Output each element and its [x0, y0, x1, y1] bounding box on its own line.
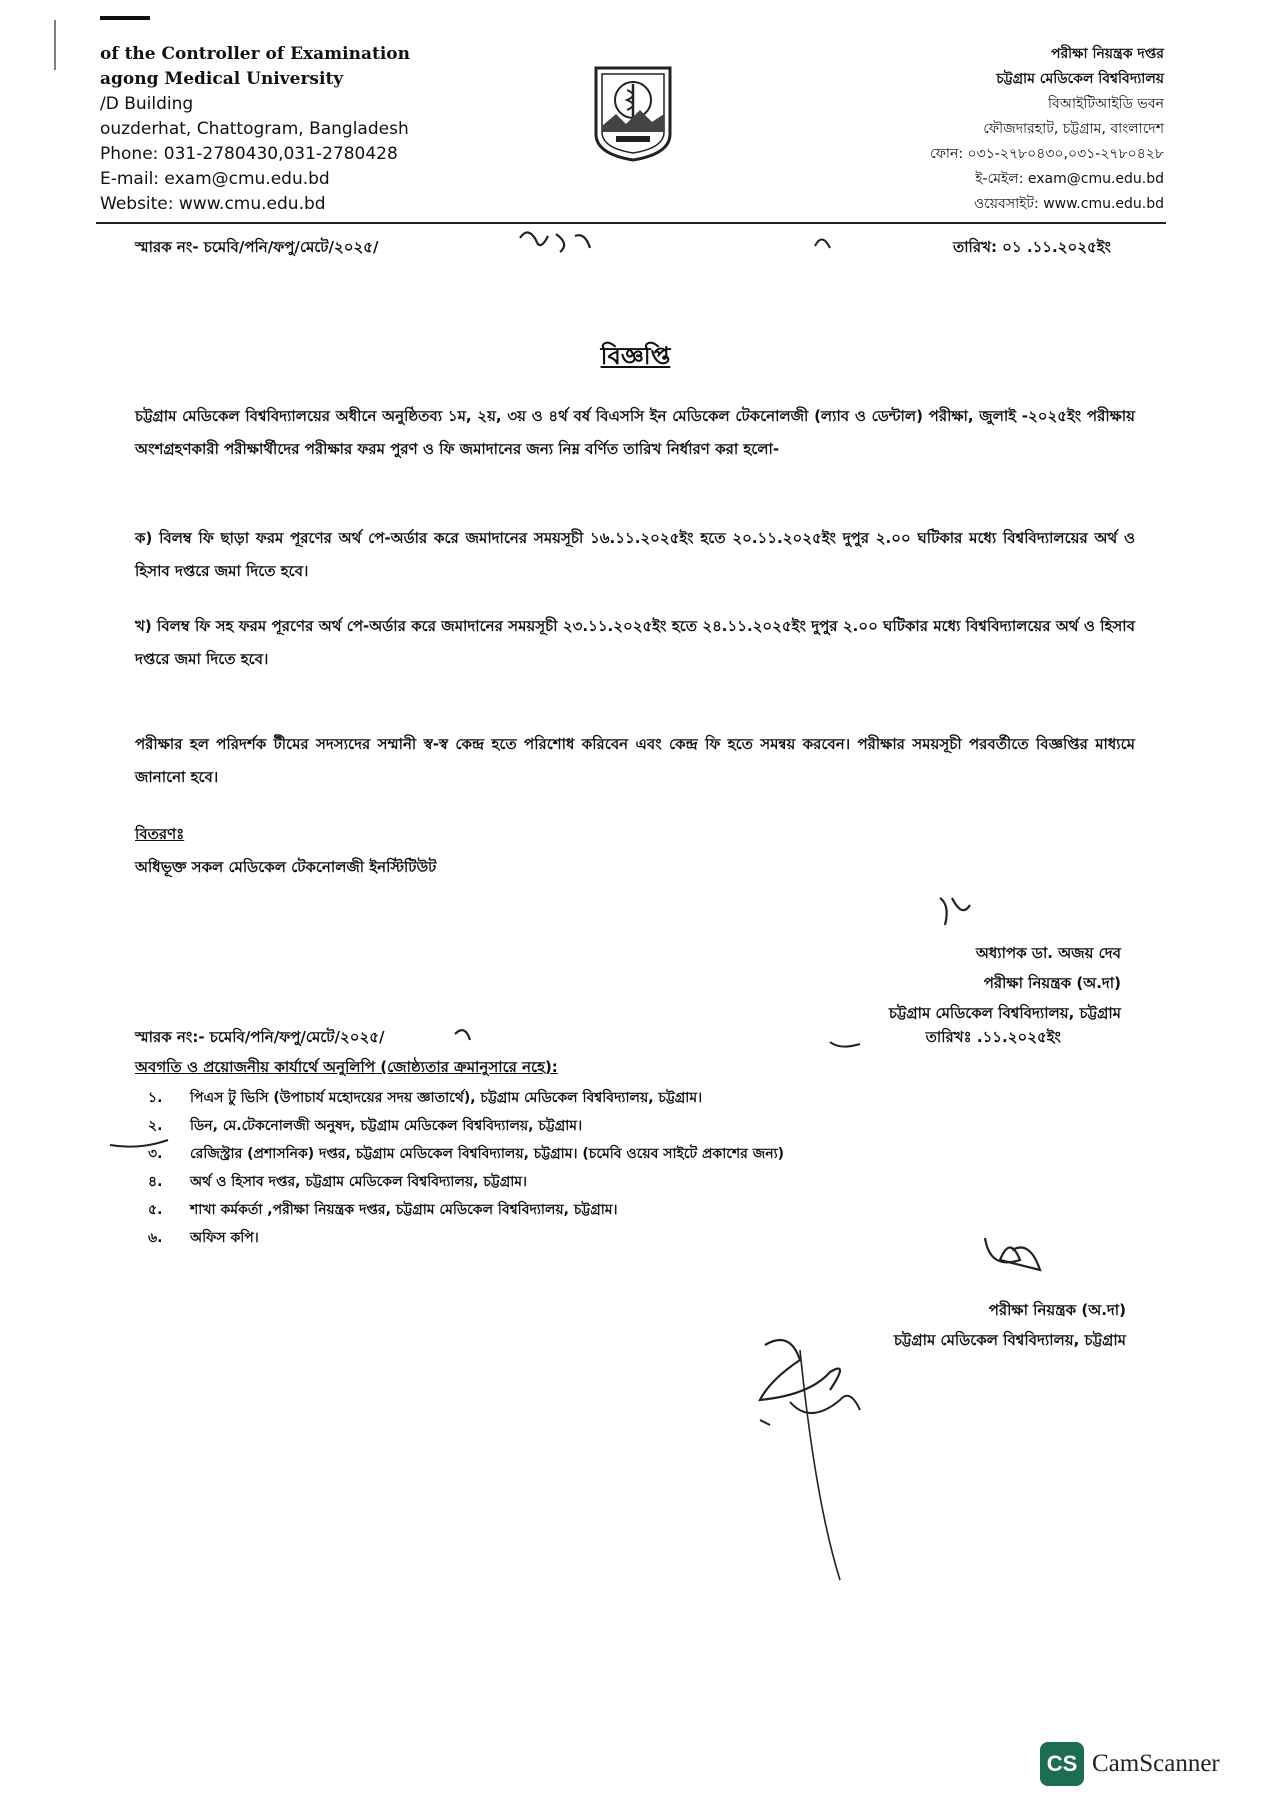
schedule-item-ka: ক) বিলম্ব ফি ছাড়া ফরম পূরণের অর্থ পে-অর্ডার করে জমাদানের সময়সূচী ১৬.১১.২০২৫ইং হতে ২০.১১.২০২৫ইং দুপুর ২.০০ ঘটিকার মধ্যে বিশ্ববিদ্যালয়ের অর্থ ও হিসাব দপ্তরে জমা দিতে হবে। [135, 529, 1135, 580]
email-bn: ই-মেইল: exam@cmu.edu.bd [975, 171, 1164, 187]
header-bangla [930, 42, 1164, 217]
distribution-body: অধিভূক্ত সকল মেডিকেল টেকনোলজী ইনস্টিটিউট [135, 858, 437, 876]
signatory2-org: চট্টগ্রাম মেডিকেল বিশ্ববিদ্যালয়, চট্টগ্রাম [893, 1331, 1126, 1349]
camscanner-watermark [1040, 1742, 1220, 1786]
university-logo [590, 62, 676, 162]
signature-block-2 [894, 1295, 1126, 1355]
address-en: ouzderhat, Chattogram, Bangladesh [100, 119, 409, 139]
camscanner-icon: CS [1040, 1742, 1084, 1786]
website-en: Website: www.cmu.edu.bd [100, 194, 326, 214]
signatory-name: অধ্যাপক ডা. অজয় দেব [975, 944, 1121, 962]
signatory2-title: পরীক্ষা নিয়ন্ত্রক (অ.দা) [988, 1301, 1126, 1319]
university-name-en: agong Medical University [100, 69, 344, 89]
building-bn: বিআইটিআইডি ভবন [1048, 96, 1164, 112]
office-name-bn: পরীক্ষা নিয়ন্ত্রক দপ্তর [1050, 46, 1164, 62]
header-divider [96, 222, 1166, 224]
signature-block-1 [889, 938, 1121, 1028]
camscanner-label: CamScanner [1092, 1750, 1220, 1777]
signatory-org: চট্টগ্রাম মেডিকেল বিশ্ববিদ্যালয়, চট্টগ্রাম [888, 1004, 1121, 1022]
distribution-heading: বিতরণঃ [135, 825, 185, 843]
schedule-item-kha: খ) বিলম্ব ফি সহ ফরম পূরণের অর্থ পে-অর্ডার করে জমাদানের সময়সূচী ২৩.১১.২০২৫ইং হতে ২৪.১১.২০২৫ইং দুপুর ২.০০ ঘটিকার মধ্যে বিশ্ববিদ্যালয়ের অর্থ ও হিসাব দপ্তরে জমা দিতে হবে। [135, 617, 1135, 668]
website-bn: ওয়েবসাইট: www.cmu.edu.bd [973, 196, 1164, 212]
memo-date: তারিখ: ০১ .১১.২০২৫ইং [952, 238, 1111, 256]
signatory-title: পরীক্ষা নিয়ন্ত্রক (অ.দা) [983, 974, 1121, 992]
list-item: ৪. অর্থ ও হিসাব দপ্তর, চট্টগ্রাম মেডিকেল বিশ্ববিদ্যালয়, চট্টগ্রাম। [148, 1174, 528, 1190]
phone-bn: ফোন: ০৩১-২৭৮০৪৩০,০৩১-২৭৮০৪২৮ [930, 146, 1164, 162]
memo-reference: স্মারক নং- চমেবি/পনি/ফপু/মেটে/২০২৫/ [135, 238, 379, 256]
office-name-en: of the Controller of Examination [100, 44, 411, 64]
cc-list [148, 1084, 784, 1252]
cc-heading: অবগতি ও প্রয়োজনীয় কার্যার্থে অনুলিপি (জোষ্ঠ্যতার ক্রমানুসারে নহে): [135, 1058, 558, 1076]
list-item: ৫. শাখা কর্মকর্তা ,পরীক্ষা নিয়ন্ত্রক দপ্তর, চট্টগ্রাম মেডিকেল বিশ্ববিদ্যালয়, চট্টগ্রাম। [148, 1202, 618, 1218]
memo2-date: তারিখঃ .১১.২০২৫ইং [925, 1028, 1061, 1046]
list-item: ১. পিএস টু ভিসি (উপাচার্য মহোদয়ের সদয় জ্ঞাতার্থে), চট্টগ্রাম মেডিকেল বিশ্ববিদ্যালয়, চট্টগ্রাম। [148, 1090, 703, 1106]
list-item: ৩. রেজিস্ট্রার (প্রশাসনিক) দপ্তর, চট্টগ্রাম মেডিকেল বিশ্ববিদ্যালয়, চট্টগ্রাম। (চমেবি ওয়েব সাইটে প্রকাশের জন্য) [148, 1146, 785, 1162]
notice-note: পরীক্ষার হল পরিদর্শক টীমের সদস্যদের সম্মানী স্ব-স্ব কেন্দ্র হতে পরিশোধ করিবেন এবং কেন্দ্র ফি হতে সমন্বয় করবেন। পরীক্ষার সময়সূচী পরবর্তীতে বিজ্ঞপ্তির মাধ্যমে জানানো হবে। [135, 735, 1135, 786]
university-name-bn: চট্টগ্রাম মেডিকেল বিশ্ববিদ্যালয় [996, 71, 1164, 87]
address-bn: ফৌজদারহাট, চট্টগ্রাম, বাংলাদেশ [983, 121, 1164, 137]
notice-title: বিজ্ঞপ্তি [600, 342, 671, 370]
memo2-reference: স্মারক নং:- চমেবি/পনি/ফপু/মেটে/২০২৫/ [135, 1028, 385, 1046]
notice-intro: চট্টগ্রাম মেডিকেল বিশ্ববিদ্যালয়ের অধীনে অনুষ্ঠিতব্য ১ম, ২য়, ৩য় ও ৪র্থ বর্ষ বিএসসি ইন মেডিকেল টেকনোলজী (ল্যাব ও ডেন্টাল) পরীক্ষা, জুলাই -২০২৫ইং পরীক্ষায় অংশগ্রহণকারী পরীক্ষার্থীদের পরীক্ষার ফরম পুরণ ও ফি জমাদানের জন্য নিম্ন বর্ণিত তারিখ নির্ধারণ করা হলো- [135, 407, 1135, 458]
list-item: ২. ডিন, মে.টেকনোলজী অনুষদ, চট্টগ্রাম মেডিকেল বিশ্ববিদ্যালয়, চট্টগ্রাম। [148, 1118, 583, 1134]
building-en: /D Building [100, 94, 194, 114]
phone-en: Phone: 031-2780430,031-2780428 [100, 144, 398, 164]
list-item: ৬. অফিস কপি। [148, 1230, 259, 1246]
header-english [100, 42, 410, 217]
email-en: E-mail: exam@cmu.edu.bd [100, 169, 330, 189]
